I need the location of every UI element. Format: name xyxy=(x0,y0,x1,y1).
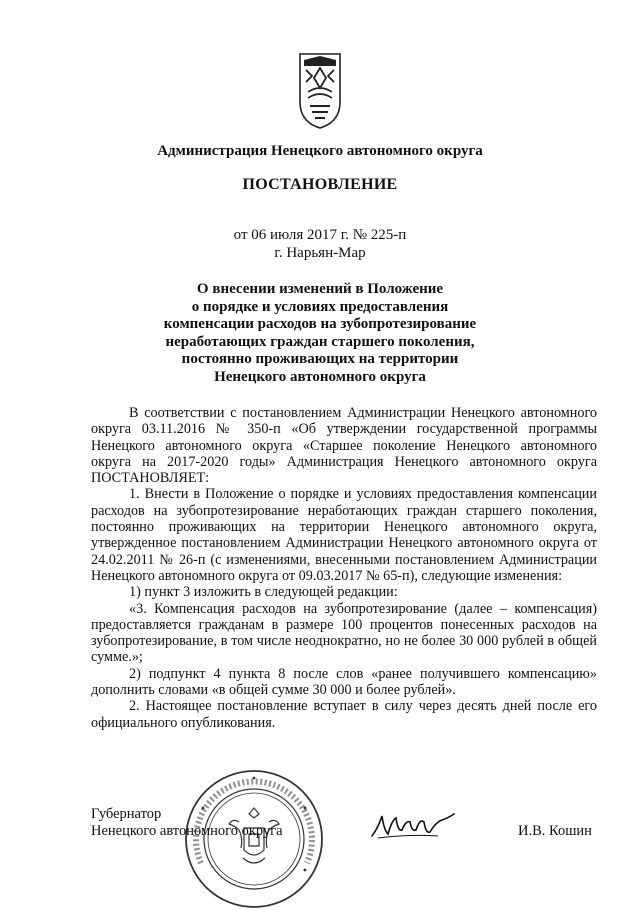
document-date-number: от 06 июля 2017 г. № 225-п xyxy=(233,227,407,243)
handwritten-signature-icon xyxy=(368,808,458,842)
document-place: г. Нарьян-Мар xyxy=(274,245,366,261)
body-paragraph: 2. Настоящее постановление вступает в силу через десять дней после его официального опубликования. xyxy=(91,698,597,731)
signatory-name: И.В. Кошин xyxy=(518,823,592,839)
title-line: Ненецкого автономного округа xyxy=(214,368,426,385)
title-line: неработающих граждан старшего поколения, xyxy=(165,333,475,350)
signatory-position xyxy=(91,806,283,840)
signatory-position-line: Губернатор xyxy=(91,806,162,822)
body-paragraph: «3. Компенсация расходов на зубопротезирование (далее – компенсация) предоставляется гражданам в размере 100 процентов понесенных расходов на зубопротезирование, в том числе неоднократно, но не более 30 000 рублей в общей сумме.»; xyxy=(91,600,597,666)
title-line: о порядке и условиях предоставления xyxy=(191,298,449,315)
body-paragraph: В соответствии с постановлением Администрации Ненецкого автономного округа 03.11.2016 № 350-п «Об утверждении государственной программы Ненецкого автономного округа «Старшее поколение Ненецкого автономного округа на 2017-2020 годы» Администрация Ненецкого автономного округа ПОСТАНОВЛЯЕТ: xyxy=(91,405,597,487)
document-body xyxy=(91,405,597,731)
signatory-position-line: Ненецкого автономного округа xyxy=(91,823,283,839)
document-type: ПОСТАНОВЛЕНИЕ xyxy=(242,176,398,193)
document-title xyxy=(0,281,640,387)
body-paragraph: 2) подпункт 4 пункта 8 после слов «ранее получившего компенсацию» дополнить словами «в общей сумме 30 000 и более рублей». xyxy=(91,665,597,699)
title-line: постоянно проживающих на территории xyxy=(181,351,459,368)
body-paragraph: 1. Внести в Положение о порядке и условиях предоставления компенсации расходов на зубопротезирование неработающих граждан старшего поколения, постоянно проживающих на территории Ненецкого автономного округа, утвержденное постановлением Администрации Ненецкого автономного округа от 24.02.2011 № 26-п (с изменениями, внесенными постановлением Администрации Ненецкого автономного округа от 09.03.2017 № 65-п), следующие изменения: xyxy=(91,486,597,584)
title-line: О внесении изменений в Положение xyxy=(196,281,444,297)
title-line: компенсации расходов на зубопротезирование xyxy=(163,316,477,333)
coat-of-arms-icon xyxy=(298,52,342,130)
organization-name: Администрация Ненецкого автономного округа xyxy=(157,143,483,159)
body-paragraph: 1) пункт 3 изложить в следующей редакции: xyxy=(129,584,398,601)
